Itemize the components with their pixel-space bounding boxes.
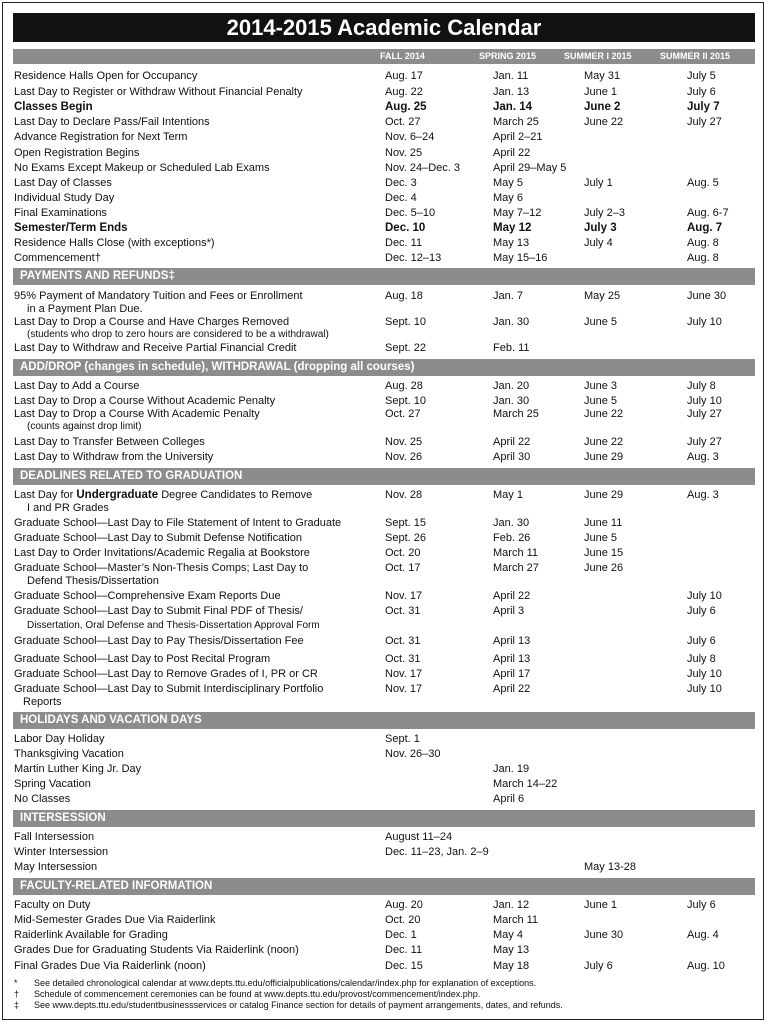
row-label: Grades Due for Graduating Students Via Raiderlink (noon) [14,944,299,956]
spring-date: March 25 [493,116,539,128]
summer2-date: July 27 [687,408,722,420]
row-label-continuation: Reports [23,696,62,708]
summer2-date: Aug. 4 [687,929,719,941]
column-header-spring: SPRING 2015 [479,51,537,61]
summer1-date: June 5 [584,532,618,544]
row-label [14,489,312,502]
summer2-date: July 10 [687,395,722,407]
fall-date: Nov. 25 [385,436,423,448]
footnote-text: See detailed chronological calendar at www.depts.ttu.edu/officialpublications/calendar/index.php for explanation of exceptions. [34,978,537,988]
spring-date: May 18 [493,960,530,972]
section-heading-faculty: FACULTY-RELATED INFORMATION [13,878,755,895]
summer1-date: June 11 [584,517,623,529]
spring-date: April 30 [493,451,531,463]
row-label: Fall Intersession [14,831,95,843]
row-label: No Classes [14,793,71,805]
fall-date: Nov. 17 [385,668,423,680]
row-label: Martin Luther King Jr. Day [14,763,142,775]
section-heading-payments: PAYMENTS AND REFUNDS‡ [13,268,755,285]
spring-date: May 7–12 [493,207,542,219]
summer2-date: Aug. 3 [687,451,719,463]
row-label: Graduate School—Last Day to Submit Interdisciplinary Portfolio [14,683,324,695]
row-label: Last Day to Add a Course [14,380,140,392]
summer2-date: July 6 [687,605,716,617]
summer2-date: Aug. 8 [687,237,719,249]
fall-date: Nov. 24–Dec. 3 [385,162,461,174]
summer1-date: June 2 [584,101,621,113]
spring-date: April 13 [493,653,531,665]
row-label-continuation: I and PR Grades [27,502,109,514]
fall-date: Aug. 28 [385,380,423,392]
spring-date: Feb. 26 [493,532,531,544]
column-header-summer1: SUMMER I 2015 [564,51,632,61]
fall-date: Oct. 20 [385,547,421,559]
fall-date: Sept. 26 [385,532,426,544]
fall-date: Oct. 17 [385,562,421,574]
fall-date: August 11–24 [385,831,453,843]
spring-date: Feb. 11 [493,342,530,354]
spring-date: April 22 [493,147,531,159]
row-label: Labor Day Holiday [14,733,105,745]
spring-date: April 17 [493,668,531,680]
row-label-continuation: (counts against drop limit) [27,421,142,432]
summer2-date: July 6 [687,86,716,98]
section-heading-holidays: HOLIDAYS AND VACATION DAYS [13,712,755,729]
summer2-date: Aug. 8 [687,252,719,264]
row-label: Graduate School—Comprehensive Exam Reports Due [14,590,281,602]
spring-date: April 22 [493,436,531,448]
footnote-symbol: ‡ [14,1000,20,1010]
spring-date: March 14–22 [493,778,558,790]
row-label: Thanksgiving Vacation [14,748,124,760]
row-label: Mid-Semester Grades Due Via Raiderlink [14,914,216,926]
row-label-emphasis: Undergraduate [76,489,159,501]
row-label: Graduate School—Last Day to Remove Grades of I, PR or CR [14,668,318,680]
fall-date: Dec. 12–13 [385,252,442,264]
fall-date: Aug. 20 [385,899,423,911]
column-header-bar [13,49,755,64]
row-label: Last Day to Withdraw from the University [14,451,214,463]
row-label-continuation: Dissertation, Oral Defense and Thesis-Dissertation Approval Form [27,620,320,631]
summer1-date: May 13-28 [584,861,636,873]
fall-date: Oct. 31 [385,635,421,647]
row-label: Last Day to Order Invitations/Academic Regalia at Bookstore [14,547,310,559]
summer1-date: July 4 [584,237,613,249]
fall-date: Dec. 11–23, Jan. 2–9 [385,846,489,858]
row-label: Commencement† [14,252,101,264]
row-label: Final Examinations [14,207,107,219]
row-label-continuation: in a Payment Plan Due. [27,303,143,315]
summer1-date: June 29 [584,489,624,501]
summer2-date: Aug. 7 [687,222,723,234]
fall-date: Oct. 31 [385,653,421,665]
summer2-date: July 7 [687,101,720,113]
summer2-date: July 6 [687,899,716,911]
row-label: 95% Payment of Mandatory Tuition and Fees or Enrollment [14,290,303,302]
row-label: Graduate School—Last Day to Pay Thesis/Dissertation Fee [14,635,304,647]
row-label: Last Day to Register or Withdraw Without Financial Penalty [14,86,303,98]
row-label: Raiderlink Available for Grading [14,929,168,941]
summer1-date: June 1 [584,899,618,911]
spring-date: May 13 [493,237,530,249]
summer2-date: July 10 [687,683,722,695]
summer2-date: July 27 [687,116,722,128]
spring-date: May 13 [493,944,530,956]
spring-date: April 3 [493,605,525,617]
fall-date: Aug. 18 [385,290,423,302]
summer2-date: July 5 [687,70,716,82]
summer1-date: June 5 [584,316,618,328]
row-label: Last Day to Drop a Course and Have Charges Removed [14,316,290,328]
spring-date: Jan. 19 [493,763,530,775]
spring-date: Jan. 13 [493,86,530,98]
fall-date: Oct. 27 [385,408,421,420]
row-label: Graduate School—Last Day to File Statement of Intent to Graduate [14,517,342,529]
section-heading-add-drop: ADD/DROP (changes in schedule), WITHDRAWAL (dropping all courses) [13,359,755,376]
summer1-date: June 26 [584,562,624,574]
page-title: 2014-2015 Academic Calendar [13,13,755,42]
row-label: Individual Study Day [14,192,115,204]
fall-date: Sept. 10 [385,395,426,407]
spring-date: Jan. 7 [493,290,523,302]
row-label: Classes Begin [14,101,93,113]
row-label: Graduate School—Last Day to Post Recital Program [14,653,271,665]
fall-date: Oct. 27 [385,116,421,128]
row-label: Advance Registration for Next Term [14,131,188,143]
row-label: Last Day of Classes [14,177,112,189]
row-label: May Intersession [14,861,98,873]
spring-date: May 12 [493,222,532,234]
summer1-date: June 22 [584,436,624,448]
summer2-date: July 8 [687,380,716,392]
row-label: Winter Intersession [14,846,109,858]
fall-date: Sept. 1 [385,733,420,745]
row-label: Graduate School—Last Day to Submit Final PDF of Thesis/ [14,605,303,617]
fall-date: Dec. 1 [385,929,417,941]
row-label: Final Grades Due Via Raiderlink (noon) [14,960,206,972]
summer1-date: June 29 [584,451,624,463]
spring-date: March 11 [493,547,539,559]
fall-date: Aug. 17 [385,70,423,82]
row-label: Spring Vacation [14,778,91,790]
summer2-date: July 6 [687,635,716,647]
fall-date: Aug. 22 [385,86,423,98]
row-label: Semester/Term Ends [14,222,128,234]
spring-date: May 4 [493,929,523,941]
spring-date: Jan. 30 [493,395,530,407]
fall-date: Dec. 11 [385,237,423,249]
summer1-date: May 31 [584,70,621,82]
summer2-date: July 10 [687,590,722,602]
row-label: Graduate School—Master’s Non-Thesis Comps; Last Day to [14,562,309,574]
summer1-date: June 5 [584,395,618,407]
row-label: Last Day to Transfer Between Colleges [14,436,205,448]
spring-date: Jan. 12 [493,899,530,911]
row-label-post: Degree Candidates to Remove [158,489,313,501]
summer1-date: June 22 [584,116,624,128]
footnote-symbol: † [14,989,20,999]
summer1-date: June 22 [584,408,624,420]
summer2-date: July 10 [687,316,722,328]
summer1-date: June 1 [584,86,618,98]
footnote-symbol: * [14,978,18,988]
fall-date: Nov. 17 [385,590,423,602]
spring-date: April 22 [493,683,531,695]
fall-date: Aug. 25 [385,101,427,113]
footnote-text: Schedule of commencement ceremonies can be found at www.depts.ttu.edu/provost/commencement/index.php. [34,989,481,999]
fall-date: Nov. 17 [385,683,423,695]
fall-date: Nov. 26–30 [385,748,441,760]
summer1-date: July 2–3 [584,207,625,219]
fall-date: Dec. 10 [385,222,426,234]
section-heading-intersession: INTERSESSION [13,810,755,827]
row-label-pre: Last Day for [14,489,77,501]
fall-date: Nov. 26 [385,451,423,463]
fall-date: Dec. 11 [385,944,423,956]
summer2-date: June 30 [687,290,727,302]
summer1-date: July 6 [584,960,613,972]
summer1-date: June 3 [584,380,618,392]
footnote-text: See www.depts.ttu.edu/studentbusinessservices or catalog Finance section for details of payment arrangements, dates, and refunds. [34,1000,563,1010]
row-label: Last Day to Declare Pass/Fail Intentions [14,116,210,128]
fall-date: Oct. 20 [385,914,421,926]
spring-date: April 2–21 [493,131,543,143]
summer1-date: May 25 [584,290,621,302]
section-heading-graduation: DEADLINES RELATED TO GRADUATION [13,468,755,485]
row-label: Last Day to Drop a Course With Academic Penalty [14,408,260,420]
spring-date: Jan. 20 [493,380,530,392]
spring-date: April 29–May 5 [493,162,567,174]
spring-date: March 25 [493,408,539,420]
summer2-date: Aug. 5 [687,177,719,189]
summer2-date: July 10 [687,668,722,680]
row-label: No Exams Except Makeup or Scheduled Lab Exams [14,162,270,174]
row-label: Last Day to Withdraw and Receive Partial Financial Credit [14,342,297,354]
row-label: Open Registration Begins [14,147,140,159]
column-header-summer2: SUMMER II 2015 [660,51,731,61]
fall-date: Dec. 3 [385,177,417,189]
summer2-date: Aug. 6-7 [687,207,729,219]
spring-date: March 27 [493,562,539,574]
fall-date: Oct. 31 [385,605,421,617]
spring-date: Jan. 30 [493,517,530,529]
spring-date: May 5 [493,177,523,189]
summer2-date: July 8 [687,653,716,665]
summer2-date: July 27 [687,436,722,448]
fall-date: Dec. 4 [385,192,417,204]
row-label: Last Day to Drop a Course Without Academic Penalty [14,395,276,407]
spring-date: April 22 [493,590,531,602]
fall-date: Nov. 6–24 [385,131,435,143]
spring-date: Jan. 14 [493,101,532,113]
row-label: Faculty on Duty [14,899,91,911]
row-label: Residence Halls Open for Occupancy [14,70,198,82]
spring-date: May 1 [493,489,523,501]
spring-date: Jan. 30 [493,316,530,328]
spring-date: March 11 [493,914,539,926]
fall-date: Dec. 5–10 [385,207,436,219]
spring-date: Jan. 11 [493,70,529,82]
column-header-fall: FALL 2014 [380,51,425,61]
fall-date: Dec. 15 [385,960,423,972]
row-label: Residence Halls Close (with exceptions*) [14,237,215,249]
summer2-date: Aug. 3 [687,489,719,501]
spring-date: May 6 [493,192,523,204]
row-label-continuation: (students who drop to zero hours are considered to be a withdrawal) [27,329,329,340]
summer1-date: July 1 [584,177,613,189]
row-label: Graduate School—Last Day to Submit Defense Notification [14,532,302,544]
fall-date: Nov. 25 [385,147,423,159]
fall-date: Sept. 22 [385,342,426,354]
fall-date: Sept. 15 [385,517,426,529]
spring-date: April 13 [493,635,531,647]
fall-date: Nov. 28 [385,489,423,501]
spring-date: April 6 [493,793,525,805]
row-label-continuation: Defend Thesis/Dissertation [27,575,159,587]
summer1-date: June 15 [584,547,624,559]
summer1-date: June 30 [584,929,624,941]
fall-date: Sept. 10 [385,316,426,328]
summer2-date: Aug. 10 [687,960,725,972]
summer1-date: July 3 [584,222,617,234]
spring-date: May 15–16 [493,252,548,264]
